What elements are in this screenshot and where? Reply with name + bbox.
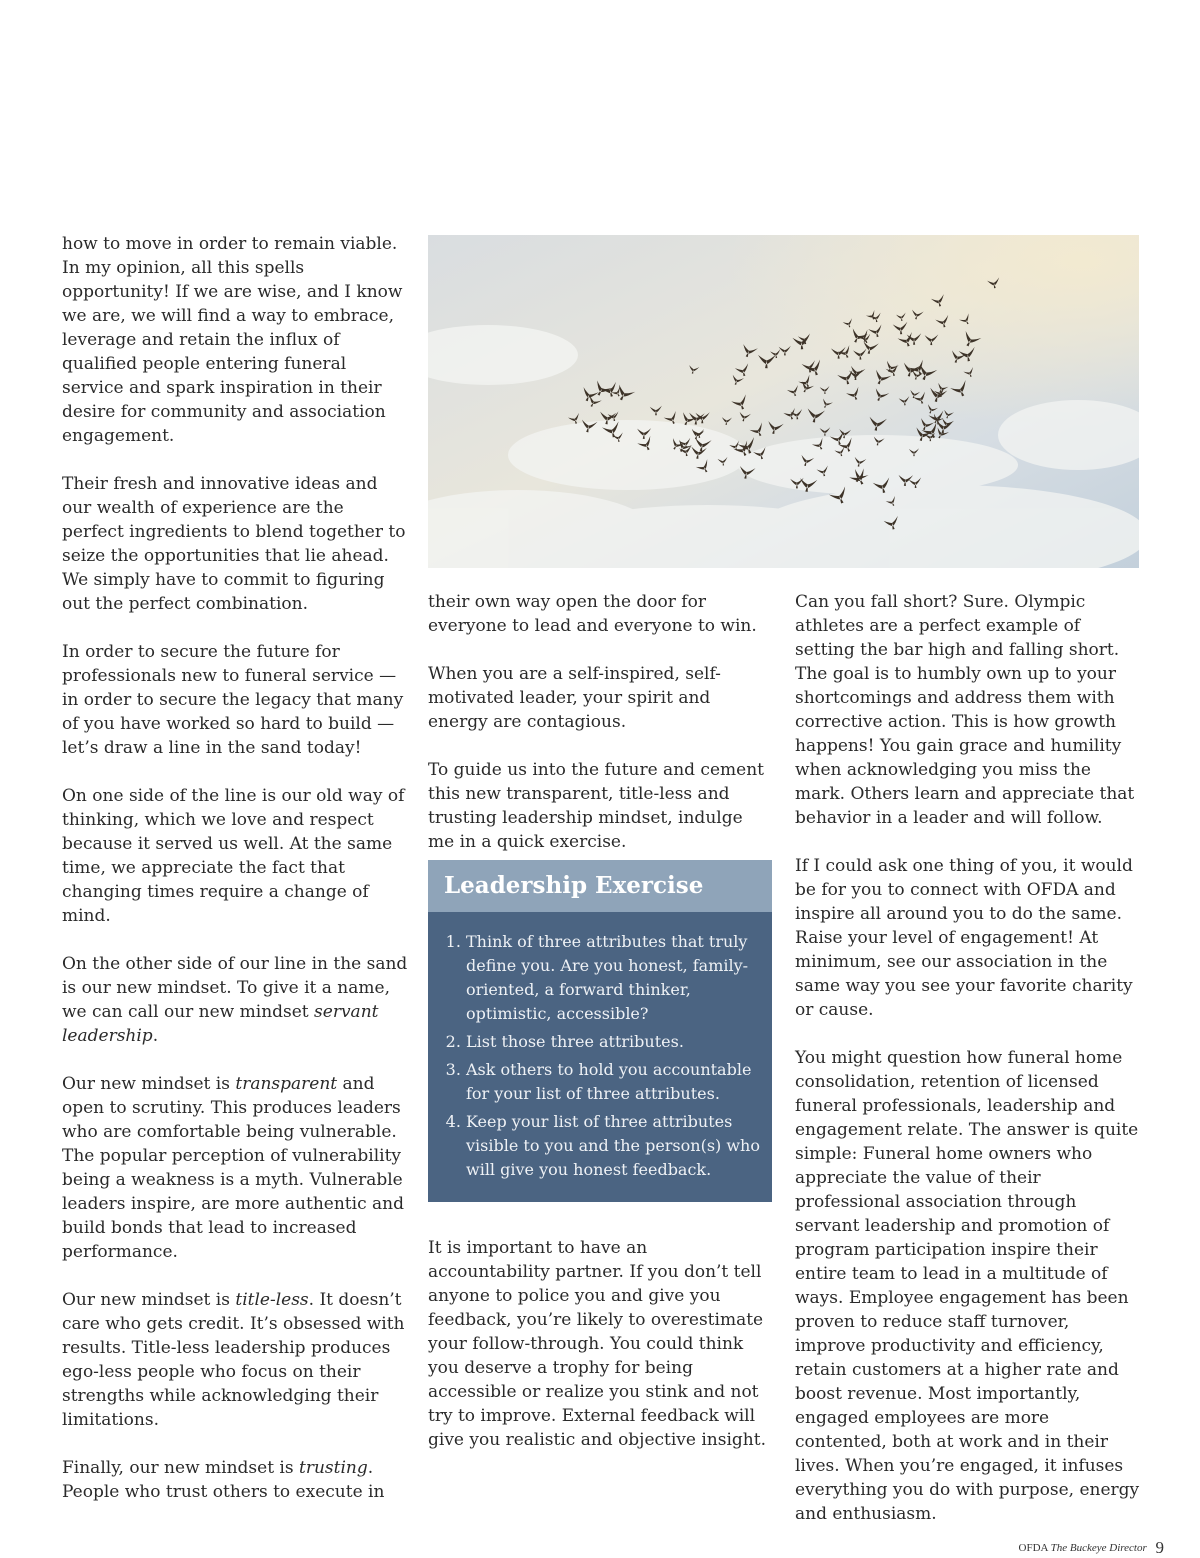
page-number: 9 xyxy=(1155,1538,1164,1557)
paragraph xyxy=(62,1456,410,1504)
paragraph xyxy=(62,1288,410,1432)
article-column-2 xyxy=(428,590,774,878)
paragraph: It is important to have an accountability partner. If you don’t tell anyone to police you and give you feedback, you’re likely to overestimate your follow-through. You could think you deserve a trophy for being accessible or realize you stink and not try to improve. External feedback will give you realistic and objective insight. xyxy=(428,1238,766,1450)
emphasis-transparent: transparent xyxy=(235,1074,338,1094)
paragraph: their own way open the door for everyone to lead and everyone to win. xyxy=(428,592,757,636)
article-column-2-bottom xyxy=(428,1236,774,1476)
paragraph: When you are a self-inspired, self-motivated leader, your spirit and energy are contagious. xyxy=(428,664,721,732)
exercise-item: 4. Keep your list of three attributes visible to you and the person(s) who will give you honest feedback. xyxy=(466,1110,762,1182)
emphasis-title-less: title-less xyxy=(235,1290,309,1310)
paragraph: If I could ask one thing of you, it would be for you to connect with OFDA and inspire all around you to do the same. Raise your level of engagement! At minimum, see our association in the same way you see your favorite charity or cause. xyxy=(795,856,1133,1020)
exercise-title: Leadership Exercise xyxy=(428,860,772,912)
paragraph: In order to secure the future for professionals new to funeral service — in order to secure the legacy that many of you have worked so hard to build — let’s draw a line in the sand today! xyxy=(62,642,404,758)
text-run: . It doesn’t care who gets credit. It’s obsessed with results. Title-less leadership produces ego-less people who focus on their strengths while acknowledging their limitations. xyxy=(62,1290,405,1430)
paragraph xyxy=(62,1072,410,1264)
text-run: On the other side of our line in the sand is our new mindset. To give it a name, we can call our new mindset xyxy=(62,954,408,1022)
exercise-list xyxy=(428,930,772,1182)
paragraph: On one side of the line is our old way of thinking, which we love and respect because it served us well. At the same time, we appreciate the fact that changing times require a change of mind. xyxy=(62,786,405,926)
text-run: . xyxy=(152,1026,159,1046)
paragraph: Their fresh and innovative ideas and our wealth of experience are the perfect ingredients to blend together to seize the opportunities that lie ahead. We simply have to commit to figuring out the perfect combination. xyxy=(62,474,406,614)
exercise-item: 3. Ask others to hold you accountable for your list of three attributes. xyxy=(466,1058,762,1106)
leadership-exercise-box xyxy=(428,860,772,1202)
exercise-item: 1. Think of three attributes that truly define you. Are you honest, family-oriented, a forward thinker, optimistic, accessible? xyxy=(466,930,762,1026)
footer-org: OFDA xyxy=(1018,1542,1048,1554)
paragraph xyxy=(62,952,410,1048)
text-run: and open to scrutiny. This produces leaders who are comfortable being vulnerable. The popular perception of vulnerability being a weakness is a myth. Vulnerable leaders inspire, are more authentic and build bonds that lead to increased performance. xyxy=(62,1074,404,1262)
text-run: . People who trust others to execute in xyxy=(62,1458,385,1502)
exercise-item: 2. List those three attributes. xyxy=(466,1030,762,1054)
page-footer xyxy=(1019,1536,1164,1556)
text-run: Our new mindset is xyxy=(62,1290,236,1310)
birds-flock-illustration xyxy=(428,235,1139,568)
paragraph: To guide us into the future and cement this new transparent, title-less and trusting leadership mindset, indulge me in a quick exercise. xyxy=(428,760,764,852)
article-column-3 xyxy=(795,590,1141,1550)
text-run: Finally, our new mindset is xyxy=(62,1458,299,1478)
text-run: Our new mindset is xyxy=(62,1074,236,1094)
paragraph: how to move in order to remain viable. In my opinion, all this spells opportunity! If we are wise, and I know we are, we will find a way to embrace, leverage and retain the influx of qualified people entering funeral service and spark inspiration in their desire for community and association engagement. xyxy=(62,234,403,446)
paragraph: Can you fall short? Sure. Olympic athletes are a perfect example of setting the bar high and falling short. The goal is to humbly own up to your shortcomings and address them with corrective action. This is how growth happens! You gain grace and humility when acknowledging you miss the mark. Others learn and appreciate that behavior in a leader and will follow. xyxy=(795,592,1135,828)
birds-in-sky-photo xyxy=(428,235,1139,568)
emphasis-trusting: trusting xyxy=(299,1458,368,1478)
paragraph: You might question how funeral home consolidation, retention of licensed funeral professionals, leadership and engagement relate. The answer is quite simple: Funeral home owners who appreciate the value of their professional association through servant leadership and promotion of program participation inspire their entire team to lead in a multitude of ways. Employee engagement has been proven to reduce staff turnover, improve productivity and efficiency, retain customers at a higher rate and boost revenue. Most importantly, engaged employees are more contented, both at work and in their lives. When you’re engaged, it infuses everything you do with purpose, energy and enthusiasm. xyxy=(795,1048,1140,1524)
emphasis-servant-leadership: servant leadership xyxy=(62,1002,379,1046)
footer-publication: The Buckeye Director xyxy=(1050,1542,1147,1554)
article-column-1 xyxy=(62,232,410,1528)
